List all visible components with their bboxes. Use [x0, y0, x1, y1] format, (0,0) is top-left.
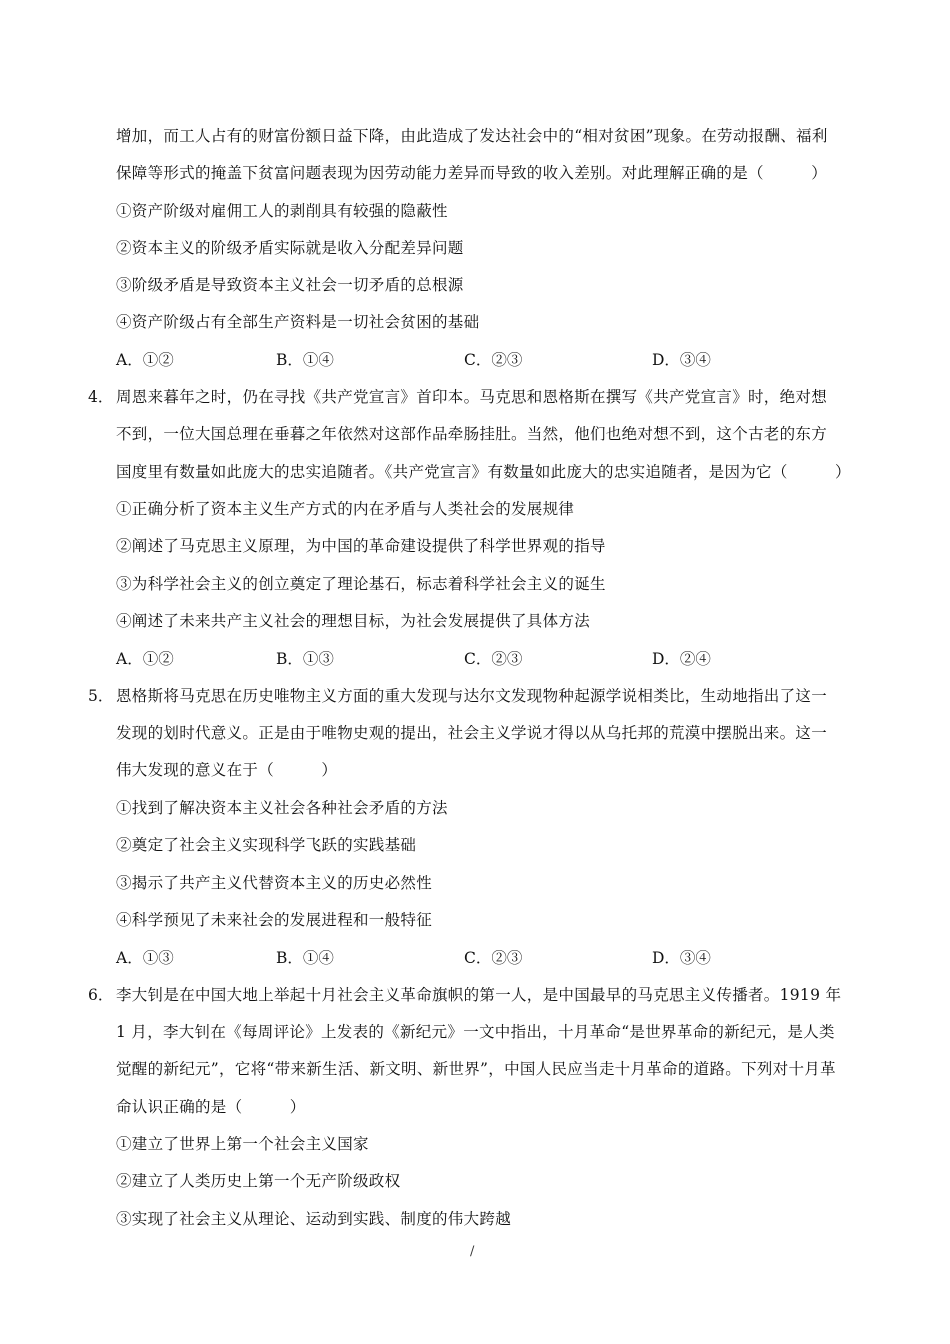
- q4-option-c[interactable]: C．②③: [464, 650, 523, 668]
- q3-option-a[interactable]: A．①②: [116, 351, 174, 369]
- q5-number: 5．: [88, 687, 114, 705]
- q3-option-d[interactable]: D．③④: [652, 351, 711, 369]
- q3-stem-line-2: 保障等形式的掩盖下贫富问题表现为因劳动能力差异而导致的收入差别。对此理解正确的是（ ）: [116, 164, 828, 182]
- q5-stem-line-2: 发现的划时代意义。正是由于唯物史观的提出，社会主义学说才得以从乌托邦的荒漠中摆脱出来。这一: [116, 724, 828, 742]
- q6-item-3: ③实现了社会主义从理论、运动到实践、制度的伟大跨越: [116, 1210, 512, 1228]
- q3-option-b[interactable]: B．①④: [276, 351, 334, 369]
- q4-stem-line-2: 不到，一位大国总理在垂暮之年依然对这部作品牵肠挂肚。当然，他们也绝对想不到，这个古老的东方: [116, 425, 828, 443]
- q6-stem-line-4: 命认识正确的是（ ）: [116, 1098, 306, 1116]
- q4-item-4: ④阐述了未来共产主义社会的理想目标，为社会发展提供了具体方法: [116, 612, 591, 630]
- q6-stem-line-2: 1 月，李大钊在《每周评论》上发表的《新纪元》一文中指出，十月革命“是世界革命的新纪元，是人类: [116, 1023, 835, 1041]
- q6-stem-line-3: 觉醒的新纪元”，它将“带来新生活、新文明、新世界”，中国人民应当走十月革命的道路。下列对十月革: [116, 1060, 836, 1078]
- q6-item-2: ②建立了人类历史上第一个无产阶级政权: [116, 1172, 401, 1190]
- q5-item-1: ①找到了解决资本主义社会各种社会矛盾的方法: [116, 799, 448, 817]
- q4-option-d[interactable]: D．②④: [652, 650, 711, 668]
- q3-item-1: ①资产阶级对雇佣工人的剥削具有较强的隐蔽性: [116, 202, 448, 220]
- q4-number: 4．: [88, 388, 114, 406]
- q5-item-4: ④科学预见了未来社会的发展进程和一般特征: [116, 911, 433, 929]
- q4-option-a[interactable]: A．①②: [116, 650, 174, 668]
- q5-stem-line-3: 伟大发现的意义在于（ ）: [116, 761, 338, 779]
- q3-option-c[interactable]: C．②③: [464, 351, 523, 369]
- q5-item-2: ②奠定了社会主义实现科学飞跃的实践基础: [116, 836, 417, 854]
- q6-number: 6．: [88, 986, 114, 1004]
- q3-stem-line-1: 增加，而工人占有的财富份额日益下降，由此造成了发达社会中的“相对贫困”现象。在劳动报酬、福利: [116, 127, 828, 145]
- q5-item-3: ③揭示了共产主义代替资本主义的历史必然性: [116, 874, 433, 892]
- q4-item-2: ②阐述了马克思主义原理，为中国的革命建设提供了科学世界观的指导: [116, 537, 606, 555]
- q5-option-c[interactable]: C．②③: [464, 949, 523, 967]
- q6-item-1: ①建立了世界上第一个社会主义国家: [116, 1135, 369, 1153]
- q5-option-a[interactable]: A．①③: [116, 949, 174, 967]
- q3-item-4: ④资产阶级占有全部生产资料是一切社会贫困的基础: [116, 313, 480, 331]
- q4-item-1: ①正确分析了资本主义生产方式的内在矛盾与人类社会的发展规律: [116, 500, 575, 518]
- q4-stem-line-3: 国度里有数量如此庞大的忠实追随者。《共产党宣言》有数量如此庞大的忠实追随者，是因为它（ ）: [116, 463, 851, 481]
- q5-option-d[interactable]: D．③④: [652, 949, 711, 967]
- q5-stem-line-1: 恩格斯将马克思在历史唯物主义方面的重大发现与达尔文发现物种起源学说相类比，生动地指出了这一: [116, 687, 828, 705]
- q4-item-3: ③为科学社会主义的创立奠定了理论基石，标志着科学社会主义的诞生: [116, 575, 606, 593]
- page-footer-mark: /: [470, 1244, 475, 1259]
- q6-stem-line-1: 李大钊是在中国大地上举起十月社会主义革命旗帜的第一人，是中国最早的马克思主义传播者。1919 年: [116, 986, 842, 1004]
- q5-option-b[interactable]: B．①④: [276, 949, 334, 967]
- q4-stem-line-1: 周恩来暮年之时，仍在寻找《共产党宣言》首印本。马克思和恩格斯在撰写《共产党宣言》时，绝对想: [116, 388, 828, 406]
- q4-option-b[interactable]: B．①③: [276, 650, 334, 668]
- q3-item-3: ③阶级矛盾是导致资本主义社会一切矛盾的总根源: [116, 276, 464, 294]
- q3-item-2: ②资本主义的阶级矛盾实际就是收入分配差异问题: [116, 239, 464, 257]
